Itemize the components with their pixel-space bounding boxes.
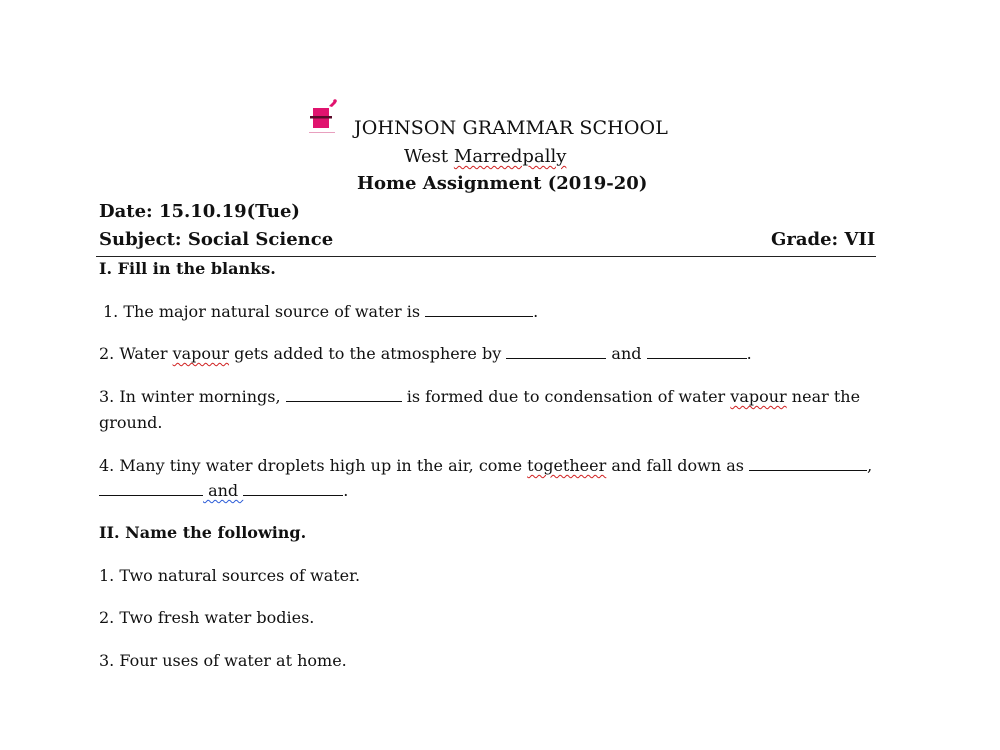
answer-blank <box>506 344 606 359</box>
school-location <box>404 146 566 167</box>
punctuation: , <box>867 456 873 475</box>
list-item: 2. Two fresh water bodies. <box>99 608 315 627</box>
question-2-text: gets added to the atmosphere by <box>228 344 507 363</box>
header-divider <box>96 256 876 257</box>
misspelled-word: Marredpally <box>453 146 567 167</box>
question-1-text: 1. The major natural source of water is <box>103 302 426 321</box>
question-2-text: and <box>606 344 647 363</box>
question-3 <box>99 387 860 406</box>
question-4-text: and <box>203 481 244 500</box>
question-2 <box>99 344 752 363</box>
question-4-text: and fall down as <box>606 456 750 475</box>
question-4 <box>99 456 872 475</box>
answer-blank <box>647 344 747 359</box>
question-4-continued <box>99 481 348 500</box>
misspelled-word: vapour <box>730 387 787 406</box>
subject-label: Subject: Social Science <box>99 229 334 250</box>
question-3-continued: ground. <box>99 413 163 432</box>
list-item: 3. Four uses of water at home. <box>99 651 347 670</box>
answer-blank <box>749 456 867 471</box>
answer-blank <box>286 387 402 402</box>
question-3-text: is formed due to condensation of water <box>401 387 731 406</box>
question-3-text: 3. In winter mornings, <box>99 387 286 406</box>
punctuation: . <box>533 302 539 321</box>
answer-blank <box>99 481 203 496</box>
punctuation: . <box>343 481 349 500</box>
misspelled-word: vapour <box>172 344 229 363</box>
question-4-text: 4. Many tiny water droplets high up in the air, come <box>99 456 528 475</box>
punctuation: . <box>746 344 752 363</box>
question-1 <box>103 302 538 321</box>
answer-blank <box>243 481 343 496</box>
assignment-date: Date: 15.10.19(Tue) <box>99 201 300 222</box>
section-fill-blanks-title: I. Fill in the blanks. <box>99 259 276 278</box>
school-name: JOHNSON GRAMMAR SCHOOL <box>354 117 668 139</box>
misspelled-word: togetheer <box>527 456 607 475</box>
question-3-text: near the <box>786 387 861 406</box>
location-text: West Marredpally <box>404 146 567 167</box>
section-name-following-title: II. Name the following. <box>99 523 307 542</box>
school-logo-icon <box>307 98 339 138</box>
assignment-title: Home Assignment (2019-20) <box>357 173 648 194</box>
question-2-text: 2. Water <box>99 344 173 363</box>
list-item: 1. Two natural sources of water. <box>99 566 361 585</box>
grade-label: Grade: VII <box>771 229 876 250</box>
answer-blank <box>425 302 533 317</box>
